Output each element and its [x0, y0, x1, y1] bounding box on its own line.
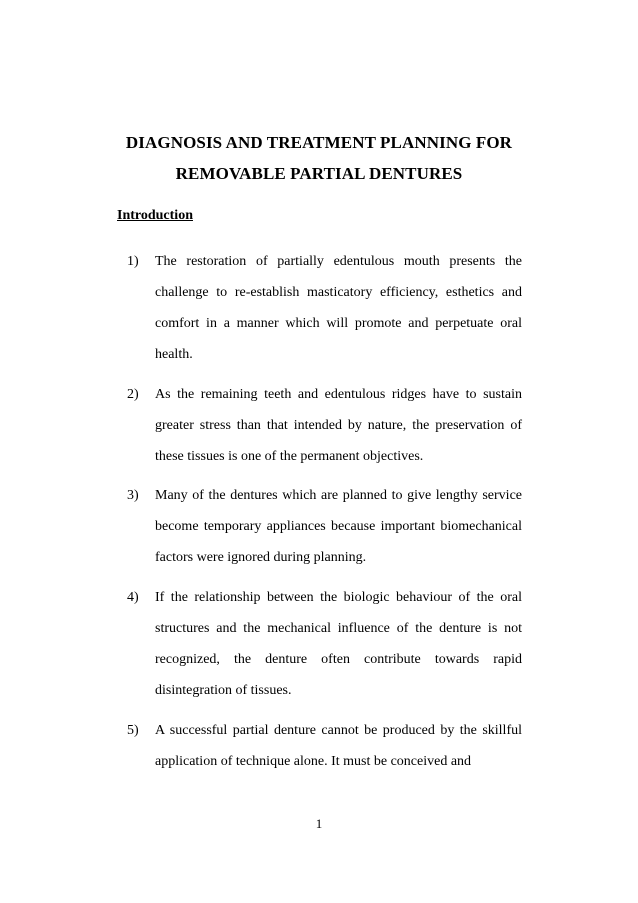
- list-item-number: 4): [127, 590, 139, 605]
- list-item-text: Many of the dentures which are planned to give lengthy service become temporary appliances because important biomechanical factors were ignored during planning.: [155, 488, 522, 566]
- list-item-number: 3): [127, 488, 139, 503]
- list-item-text: The restoration of partially edentulous mouth presents the challenge to re-establish masticatory efficiency, esthetics and comfort in a manner which will promote and perpetuate oral health.: [155, 254, 522, 363]
- document-title-line-2: REMOVABLE PARTIAL DENTURES: [175, 164, 463, 183]
- document-title-line-1: DIAGNOSIS AND TREATMENT PLANNING FOR: [125, 133, 513, 152]
- list-item-text: If the relationship between the biologic behaviour of the oral structures and the mechanical influence of the denture is not recognized, the denture often contribute towards rapid disintegration of tissues.: [155, 590, 522, 699]
- list-item-number: 2): [127, 387, 139, 402]
- list-item-number: 5): [127, 723, 139, 738]
- page-number: 1: [315, 816, 323, 831]
- list-item-number: 1): [127, 254, 139, 269]
- list-item-text: As the remaining teeth and edentulous ridges have to sustain greater stress than that intended by nature, the preservation of these tissues is one of the permanent objectives.: [155, 387, 522, 465]
- list-item-text: A successful partial denture cannot be produced by the skillful application of technique alone. It must be conceived and: [155, 723, 522, 770]
- section-heading-introduction: Introduction: [117, 208, 193, 223]
